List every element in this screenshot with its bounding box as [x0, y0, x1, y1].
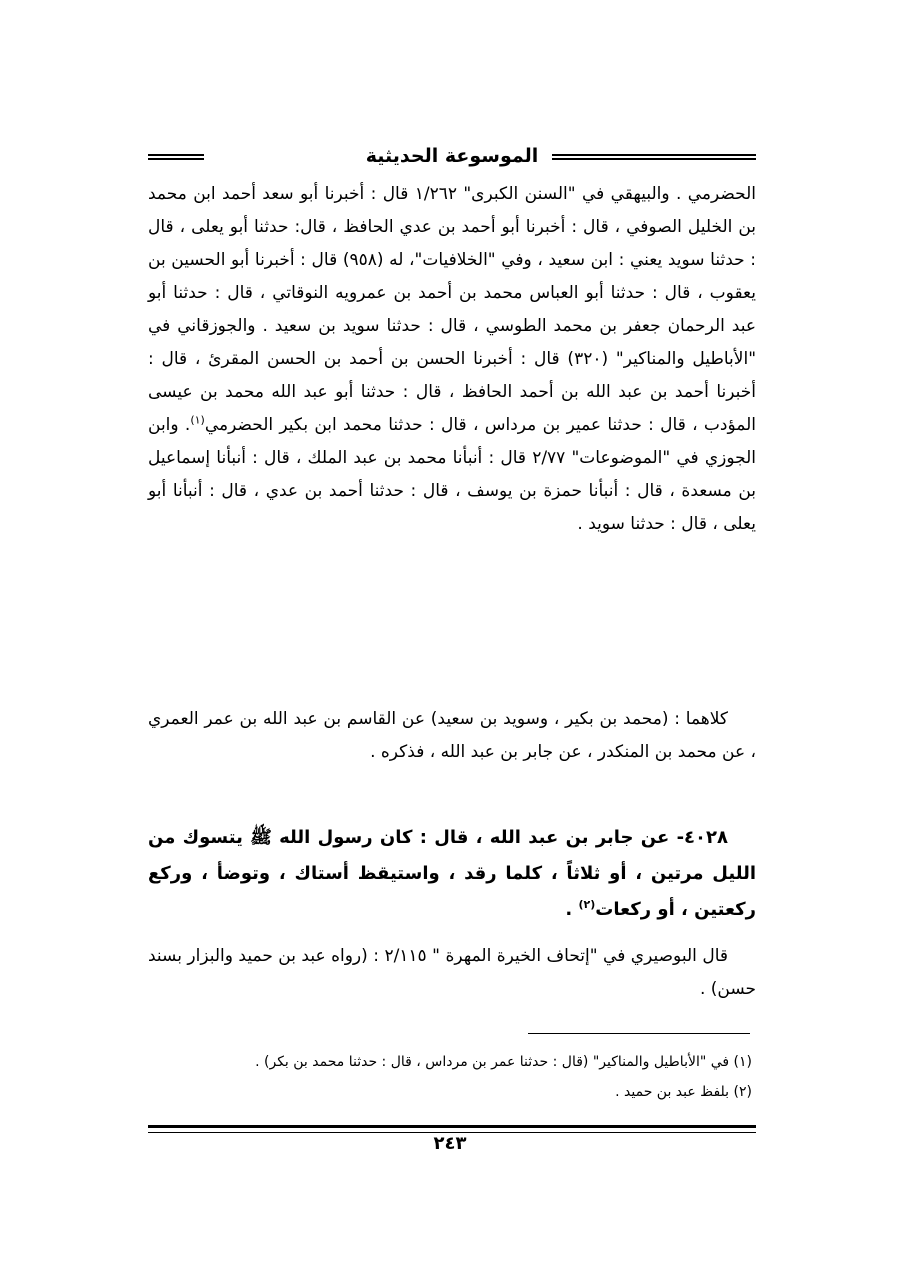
- footnote-1: (١) في "الأباطيل والمناكير" (قال : حدثنا عمر بن مرداس ، قال : حدثنا محمد بن بكر) .: [255, 1054, 752, 1070]
- footnotes: [148, 1047, 756, 1107]
- hadith-block: [148, 820, 756, 928]
- footnote-ref-2[interactable]: (٢): [578, 898, 596, 911]
- footnote-ref-1[interactable]: (١): [190, 413, 205, 427]
- paragraph-summary-text: كلاهما : (محمد بن بكير ، وسويد بن سعيد) عن القاسم بن عبد الله بن عمر العمري ، عن محمد بن المنكدر ، عن جابر بن عبد الله ، فذكره .: [148, 709, 756, 762]
- page-number: ٢٤٣: [433, 1133, 467, 1154]
- isnad-text-part1: الحضرمي . والبيهقي في "السنن الكبرى" ١/٢٦٢ قال : أخبرنا أبو سعد أحمد ابن محمد بن الخليل الصوفي ، قال : أخبرنا أبو أحمد بن عدي الحافظ ، قال: حدثنا أبو يعلى ، قال : حدثنا سويد يعني : ابن سعيد ، وفي "الخلافيات"، له (٩٥٨) قال : أخبرنا أبو الحسين بن يعقوب ، قال : حدثنا أبو العباس محمد بن أحمد بن عمرويه النوقاتي ، قال : حدثنا أبو عبد الرحمان جعفر بن محمد الطوسي ، قال : حدثنا سويد بن سعيد . والجوزقاني في "الأباطيل والمناكير" (٣٢٠) قال : أخبرنا الحسن بن أحمد بن الحسن المقرئ ، قال : أخبرنا أحمد بن عبد الله بن أحمد الحافظ ، قال : حدثنا أبو عبد الله محمد بن عيسى المؤدب ، قال : حدثنا عمير بن مرداس ، قال : حدثنا محمد ابن بكير الحضرمي: [148, 184, 757, 435]
- hadith-text-line: [148, 820, 756, 928]
- footnote-separator: [528, 1033, 750, 1034]
- running-header: [148, 143, 756, 169]
- paragraph-isnad-text: [148, 178, 756, 541]
- paragraph-summary: [148, 703, 756, 769]
- paragraph-grading: [148, 940, 756, 1006]
- hadith-text: ٤٠٢٨- عن جابر بن عبد الله ، قال : كان رسول الله ﷺ يتسوك من الليل مرتين ، أو ثلاثاً ، كلما رقد ، واستيقظ أستاك ، وتوضأ ، وركع ركعتين ، أو ركعات: [148, 827, 756, 920]
- footer-rule: [148, 1125, 756, 1133]
- header-title-wrap: [148, 143, 756, 169]
- header-title: الموسوعة الحديثية: [352, 145, 553, 167]
- footnote-2: (٢) بلفظ عبد بن حميد .: [615, 1084, 752, 1100]
- hadith-end: .: [565, 899, 579, 920]
- paragraph-grading-text: قال البوصيري في "إتحاف الخيرة المهرة " ٢/١١٥ : (رواه عبد بن حميد والبزار بسند حسن) .: [148, 946, 756, 999]
- isnad-text-part2: . وابن الجوزي في "الموضوعات" ٢/٧٧ قال : أنبأنا محمد بن عبد الملك ، قال : أنبأنا إسماعيل بن مسعدة ، قال : أنبأنا حمزة بن يوسف ، قال : حدثنا أحمد بن عدي ، قال : أنبأنا أبو يعلى ، قال : حدثنا سويد .: [148, 415, 756, 534]
- paragraph-isnad: [148, 178, 756, 541]
